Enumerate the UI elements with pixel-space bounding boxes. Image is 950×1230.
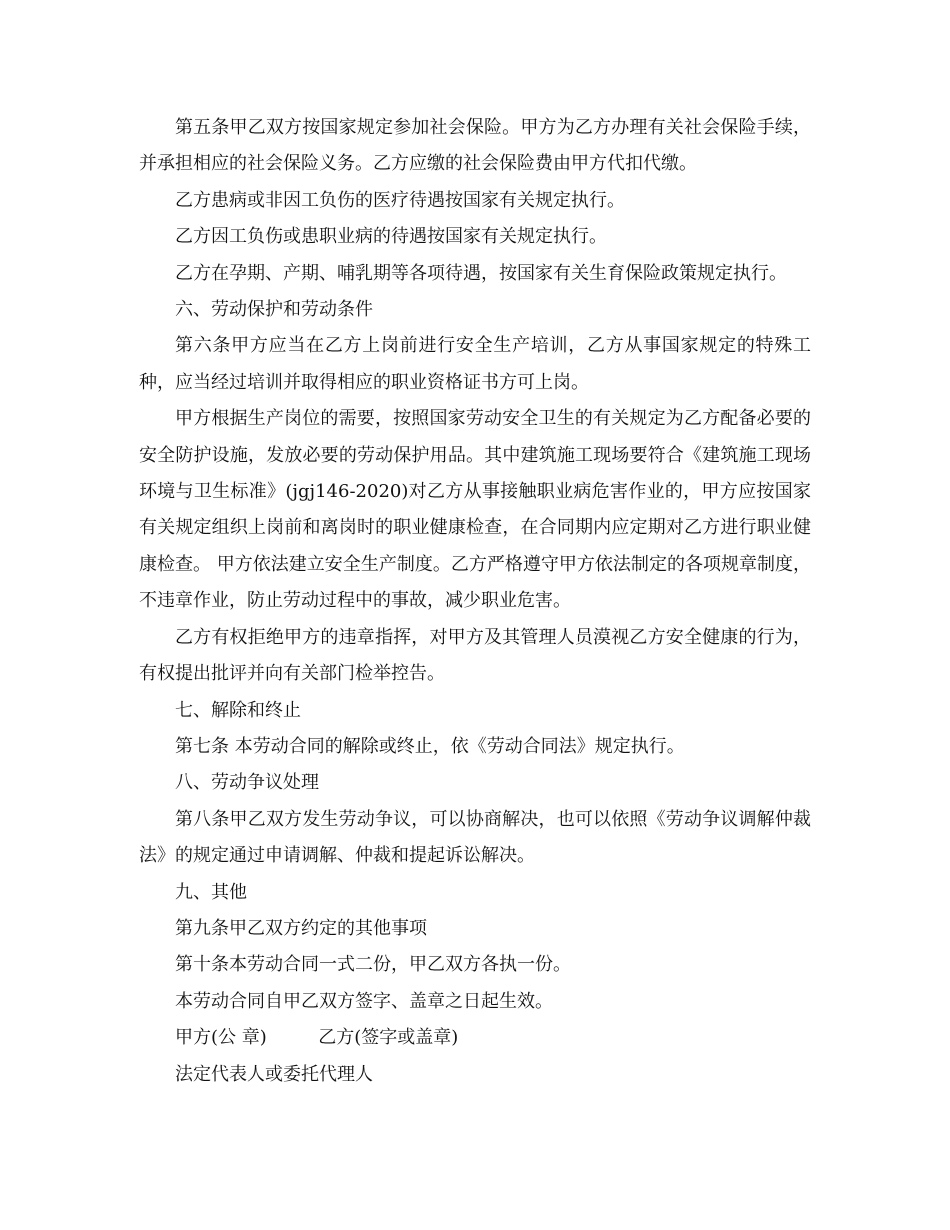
document-page	[139, 110, 811, 1093]
work-injury-treatment: 乙方因工负伤或患职业病的待遇按国家有关规定执行。	[175, 226, 607, 248]
section-7-heading: 七、解除和终止	[175, 699, 301, 721]
article-7-termination: 第七条 本劳动合同的解除或终止，依《劳动合同法》规定执行。	[175, 735, 685, 757]
sick-leave-medical-treatment: 乙方患病或非因工负伤的医疗待遇按国家有关规定执行。	[175, 189, 625, 211]
effective-date-paragraph: 本劳动合同自甲乙双方签字、盖章之日起生效。	[175, 990, 553, 1012]
article-5-social-insurance: 第五条甲乙双方按国家规定参加社会保险。甲方为乙方办理有关社会保险手续，并承担相应的社会保险义务。乙方应缴的社会保险费由甲方代扣代缴。	[139, 117, 811, 175]
right-to-refuse-paragraph: 乙方有权拒绝甲方的违章指挥，对甲方及其管理人员漠视乙方安全健康的行为，有权提出批评并向有关部门检举控告。	[139, 626, 811, 685]
safety-protection-paragraph: 甲方根据生产岗位的需要，按照国家劳动安全卫生的有关规定为乙方配备必要的安全防护设施，发放必要的劳动保护用品。其中建筑施工现场要符合《建筑施工现场环境与卫生标准》(jgj146-2020)对乙方从事接触职业病危害作业的，甲方应按国家有关规定组织上岗前和离岗时的职业健康检查，在合同期内应定期对乙方进行职业健康检查。 甲方依法建立安全生产制度。乙方严格遵守甲方依法制定的各项规章制度，不违章作业，防止劳动过程中的事故，减少职业危害。	[139, 408, 811, 612]
article-9-other-matters: 第九条甲乙双方约定的其他事项	[175, 917, 427, 939]
article-10-copies: 第十条本劳动合同一式二份，甲乙双方各执一份。	[175, 954, 571, 976]
article-6-safety-training: 第六条甲方应当在乙方上岗前进行安全生产培训，乙方从事国家规定的特殊工种，应当经过培训并取得相应的职业资格证书方可上岗。	[139, 335, 811, 393]
signature-line: 甲方(公 章) 乙方(签字或盖章)	[175, 1027, 459, 1049]
section-6-heading: 六、劳动保护和劳动条件	[175, 299, 373, 321]
legal-representative-line: 法定代表人或委托代理人	[175, 1063, 373, 1085]
section-9-heading: 九、其他	[175, 881, 247, 903]
maternity-treatment: 乙方在孕期、产期、哺乳期等各项待遇，按国家有关生育保险政策规定执行。	[175, 262, 787, 284]
article-8-disputes: 第八条甲乙双方发生劳动争议，可以协商解决，也可以依照《劳动争议调解仲裁法》的规定通过申请调解、仲裁和提起诉讼解决。	[139, 808, 811, 867]
section-8-heading: 八、劳动争议处理	[175, 772, 319, 794]
